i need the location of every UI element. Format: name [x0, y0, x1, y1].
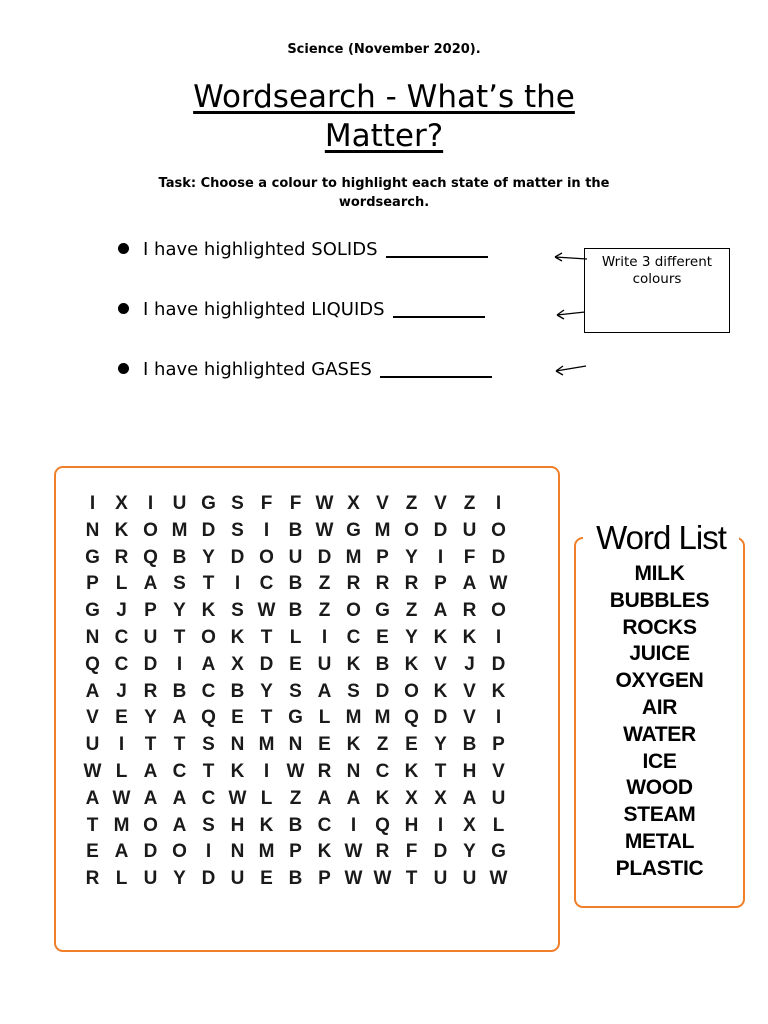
grid-row	[78, 813, 513, 840]
grid-cell[interactable]: E	[231, 707, 244, 729]
grid-cell[interactable]: C	[114, 653, 129, 675]
grid-cell[interactable]: F	[463, 546, 476, 568]
grid-cell[interactable]: L	[115, 760, 128, 782]
grid-cell[interactable]: Q	[143, 546, 158, 568]
grid-cell[interactable]: G	[85, 600, 100, 622]
grid-cell[interactable]: F	[289, 493, 302, 514]
grid-cell[interactable]: M	[345, 707, 362, 729]
grid-cell[interactable]: B	[172, 680, 187, 702]
grid-row	[78, 518, 513, 545]
grid-cell[interactable]: W	[83, 760, 102, 782]
grid-cell[interactable]: O	[346, 600, 361, 622]
grid-cell[interactable]: K	[462, 626, 477, 648]
grid-cell[interactable]: P	[434, 573, 447, 595]
grid-cell[interactable]: W	[315, 493, 334, 514]
grid-cell[interactable]: K	[404, 653, 419, 675]
grid-cell[interactable]: A	[85, 787, 100, 809]
grid-cell[interactable]: Q	[375, 814, 390, 836]
grid-cell[interactable]: I	[495, 626, 502, 648]
grid-cell[interactable]: O	[404, 519, 419, 541]
grid-cell[interactable]: Z	[463, 493, 476, 514]
grid-cell[interactable]: I	[263, 760, 270, 782]
word-list-item: AIR	[641, 695, 678, 719]
grid-cell[interactable]: C	[114, 626, 129, 648]
grid-cell[interactable]: A	[172, 814, 187, 836]
grid-cell[interactable]: D	[317, 546, 332, 568]
grid-cell[interactable]: S	[231, 493, 244, 514]
grid-cell[interactable]: I	[147, 493, 154, 514]
grid-cell[interactable]: D	[433, 519, 448, 541]
grid-cell[interactable]: G	[201, 493, 216, 514]
grid-cell[interactable]: S	[202, 814, 215, 836]
grid-cell[interactable]: Y	[405, 626, 418, 648]
grid-cell[interactable]: U	[288, 546, 303, 568]
grid-cell[interactable]: X	[434, 787, 447, 809]
grid-cell[interactable]: A	[143, 760, 158, 782]
grid-cell[interactable]: E	[405, 734, 418, 756]
grid-cell[interactable]: Z	[405, 493, 418, 514]
word-list-item: STEAM	[623, 803, 696, 827]
grid-cell[interactable]: A	[143, 787, 158, 809]
grid-cell[interactable]: R	[404, 573, 419, 595]
grid-cell[interactable]: R	[462, 600, 477, 622]
grid-cell[interactable]: Q	[201, 707, 216, 729]
grid-cell[interactable]: X	[115, 493, 128, 514]
grid-cell[interactable]: A	[433, 600, 448, 622]
grid-cell[interactable]: D	[201, 519, 216, 541]
grid-cell[interactable]: K	[317, 841, 332, 863]
grid-cell[interactable]: A	[143, 573, 158, 595]
grid-cell[interactable]: E	[289, 653, 302, 675]
grid-cell[interactable]: I	[263, 519, 270, 541]
grid-cell[interactable]: X	[347, 493, 360, 514]
grid-cell[interactable]: A	[346, 787, 361, 809]
grid-cell[interactable]: L	[289, 626, 302, 648]
grid-cell[interactable]: M	[374, 707, 391, 729]
grid-cell[interactable]: T	[434, 760, 447, 782]
grid-cell[interactable]: U	[462, 519, 477, 541]
grid-cell[interactable]: L	[115, 573, 128, 595]
grid-cell[interactable]: S	[173, 573, 186, 595]
grid-cell[interactable]: U	[143, 626, 158, 648]
grid-cell[interactable]: W	[228, 787, 247, 809]
grid-cell[interactable]: A	[317, 680, 332, 702]
grid-cell[interactable]: K	[404, 760, 419, 782]
grid-cell[interactable]: K	[230, 760, 245, 782]
grid-cell[interactable]: H	[404, 814, 419, 836]
grid-cell[interactable]: N	[346, 760, 361, 782]
grid-cell[interactable]: R	[85, 868, 100, 890]
grid-row	[78, 625, 513, 652]
grid-cell[interactable]: D	[491, 653, 506, 675]
grid-cell[interactable]: B	[288, 868, 303, 890]
grid-cell[interactable]: M	[374, 519, 391, 541]
word-list-item: JUICE	[629, 642, 690, 666]
grid-cell[interactable]: A	[462, 573, 477, 595]
grid-cell[interactable]: T	[173, 626, 186, 648]
word-list-item: BUBBLES	[609, 588, 710, 612]
word-list-item: METAL	[624, 829, 695, 853]
grid-cell[interactable]: C	[201, 680, 216, 702]
grid-cell[interactable]: E	[260, 868, 273, 890]
grid-cell[interactable]: P	[289, 841, 302, 863]
grid-cell[interactable]: R	[346, 573, 361, 595]
bullet-icon	[118, 363, 129, 374]
grid-cell[interactable]: W	[315, 519, 334, 541]
grid-cell[interactable]: I	[176, 653, 183, 675]
grid-cell[interactable]: K	[346, 653, 361, 675]
grid-cell[interactable]: U	[230, 868, 245, 890]
grid-cell[interactable]: A	[317, 787, 332, 809]
grid-cell[interactable]: O	[491, 519, 506, 541]
grid-cell[interactable]: T	[260, 707, 273, 729]
grid-cell[interactable]: S	[347, 680, 360, 702]
grid-cell[interactable]: E	[115, 707, 128, 729]
grid-cell[interactable]: S	[289, 680, 302, 702]
grid-cell[interactable]: U	[491, 787, 506, 809]
grid-cell[interactable]: G	[346, 519, 361, 541]
grid-cell[interactable]: C	[317, 814, 332, 836]
page-title	[134, 78, 634, 156]
bullet-icon	[118, 303, 129, 314]
grid-cell[interactable]: G	[491, 841, 506, 863]
grid-cell[interactable]: M	[258, 734, 275, 756]
grid-cell[interactable]: K	[230, 626, 245, 648]
grid-cell[interactable]: B	[288, 814, 303, 836]
prompt-solids-text: I have highlighted SOLIDS	[143, 239, 378, 260]
grid-cell[interactable]: Y	[173, 868, 186, 890]
word-list-item: OXYGEN	[615, 669, 704, 693]
instruction-note: Write 3 different colours	[584, 248, 730, 333]
grid-cell[interactable]: O	[201, 626, 216, 648]
grid-cell[interactable]: R	[143, 680, 158, 702]
prompt-liquids	[118, 298, 485, 322]
grid-cell[interactable]: Z	[405, 600, 418, 622]
grid-cell[interactable]: V	[463, 707, 476, 729]
grid-cell[interactable]: B	[288, 600, 303, 622]
grid-cell[interactable]: N	[230, 734, 245, 756]
grid-cell[interactable]: L	[492, 814, 505, 836]
grid-cell[interactable]: S	[231, 519, 244, 541]
grid-cell[interactable]: C	[375, 760, 390, 782]
grid-row	[78, 786, 513, 813]
grid-cell[interactable]: K	[346, 734, 361, 756]
grid-cell[interactable]: O	[259, 546, 274, 568]
grid-cell[interactable]: U	[462, 868, 477, 890]
prompt-gases-text: I have highlighted GASES	[143, 359, 372, 380]
word-list-item: PLASTIC	[615, 856, 704, 880]
grid-cell[interactable]: A	[172, 707, 187, 729]
grid-cell[interactable]: P	[144, 600, 157, 622]
grid-cell[interactable]: T	[202, 760, 215, 782]
grid-cell[interactable]: K	[375, 787, 390, 809]
grid-cell[interactable]: N	[85, 519, 100, 541]
grid-cell[interactable]: O	[404, 680, 419, 702]
grid-cell[interactable]: E	[86, 841, 99, 863]
grid-cell[interactable]: C	[346, 626, 361, 648]
grid-cell[interactable]: D	[491, 546, 506, 568]
grid-cell[interactable]: I	[234, 573, 241, 595]
grid-cell[interactable]: N	[288, 734, 303, 756]
grid-cell[interactable]: P	[318, 868, 331, 890]
grid-cell[interactable]: L	[115, 868, 128, 890]
grid-cell[interactable]: W	[257, 600, 276, 622]
grid-cell[interactable]: O	[491, 600, 506, 622]
grid-cell[interactable]: Y	[173, 600, 186, 622]
prompt-gases	[118, 358, 492, 382]
grid-cell[interactable]: T	[86, 814, 99, 836]
grid-cell[interactable]: U	[172, 493, 187, 514]
grid-cell[interactable]: C	[259, 573, 274, 595]
grid-cell[interactable]: D	[230, 546, 245, 568]
grid-cell[interactable]: L	[260, 787, 273, 809]
grid-cell[interactable]: M	[258, 841, 275, 863]
word-list-item: ICE	[642, 749, 677, 773]
grid-row	[78, 732, 513, 759]
grid-cell[interactable]: W	[344, 868, 363, 890]
grid-cell[interactable]: W	[489, 868, 508, 890]
grid-cell[interactable]: T	[260, 626, 273, 648]
grid-cell[interactable]: B	[462, 734, 477, 756]
grid-cell[interactable]: L	[318, 707, 331, 729]
grid-cell[interactable]: S	[231, 600, 244, 622]
grid-cell[interactable]: Z	[376, 734, 389, 756]
wordsearch-grid[interactable]	[78, 491, 513, 893]
grid-cell[interactable]: W	[112, 787, 131, 809]
grid-cell[interactable]: C	[172, 760, 187, 782]
grid-row	[78, 491, 513, 518]
grid-row	[78, 759, 513, 786]
grid-cell[interactable]: I	[321, 626, 328, 648]
grid-cell[interactable]: Y	[202, 546, 215, 568]
task-instructions: Task: Choose a colour to highlight each state of matter in the wordsearch.	[158, 176, 610, 210]
grid-cell[interactable]: B	[375, 653, 390, 675]
answer-line-gases[interactable]	[380, 359, 492, 378]
grid-cell[interactable]: A	[85, 680, 100, 702]
grid-cell[interactable]: I	[205, 841, 212, 863]
grid-cell[interactable]: K	[433, 626, 448, 648]
grid-cell[interactable]: K	[201, 600, 216, 622]
word-list-title: Word List	[583, 518, 739, 558]
grid-cell[interactable]: P	[86, 573, 99, 595]
grid-cell[interactable]: K	[491, 680, 506, 702]
grid-cell[interactable]: W	[344, 841, 363, 863]
grid-cell[interactable]: C	[201, 787, 216, 809]
grid-cell[interactable]: K	[259, 814, 274, 836]
grid-cell[interactable]: T	[202, 573, 215, 595]
grid-cell[interactable]: A	[172, 787, 187, 809]
grid-row	[78, 679, 513, 706]
grid-row	[78, 571, 513, 598]
grid-cell[interactable]: W	[489, 573, 508, 595]
grid-cell[interactable]: P	[376, 546, 389, 568]
grid-cell[interactable]: Q	[404, 707, 419, 729]
grid-cell[interactable]: D	[201, 868, 216, 890]
grid-cell[interactable]: E	[318, 734, 331, 756]
grid-cell[interactable]: R	[375, 841, 390, 863]
grid-cell[interactable]: V	[376, 493, 389, 514]
grid-cell[interactable]: A	[201, 653, 216, 675]
grid-cell[interactable]: O	[172, 841, 187, 863]
grid-cell[interactable]: V	[492, 760, 505, 782]
grid-cell[interactable]: T	[405, 868, 418, 890]
grid-cell[interactable]: Z	[318, 600, 331, 622]
grid-cell[interactable]: W	[373, 868, 392, 890]
grid-cell[interactable]: I	[495, 707, 502, 729]
grid-cell[interactable]: D	[259, 653, 274, 675]
prompt-solids	[118, 238, 488, 262]
grid-cell[interactable]: I	[437, 546, 444, 568]
answer-line-solids[interactable]	[386, 239, 488, 258]
grid-cell[interactable]: Z	[289, 787, 302, 809]
word-list-item: ROCKS	[622, 615, 697, 639]
word-list-item: WATER	[623, 722, 696, 746]
grid-cell[interactable]: H	[230, 814, 245, 836]
grid-cell[interactable]: V	[86, 707, 99, 729]
grid-cell[interactable]: V	[434, 493, 447, 514]
grid-row	[78, 866, 513, 893]
grid-row	[78, 652, 513, 679]
grid-cell[interactable]: X	[463, 814, 476, 836]
grid-cell[interactable]: D	[433, 841, 448, 863]
grid-cell[interactable]: S	[202, 734, 215, 756]
grid-cell[interactable]: I	[437, 814, 444, 836]
grid-cell[interactable]: K	[433, 680, 448, 702]
grid-cell[interactable]: I	[118, 734, 125, 756]
grid-cell[interactable]: M	[171, 519, 188, 541]
grid-cell[interactable]: A	[114, 841, 129, 863]
prompt-liquids-text: I have highlighted LIQUIDS	[143, 299, 385, 320]
grid-cell[interactable]: I	[350, 814, 357, 836]
grid-cell[interactable]: Q	[85, 653, 100, 675]
grid-cell[interactable]: V	[434, 653, 447, 675]
grid-cell[interactable]: D	[433, 707, 448, 729]
grid-cell[interactable]: O	[143, 519, 158, 541]
grid-cell[interactable]: R	[317, 760, 332, 782]
grid-cell[interactable]: U	[317, 653, 332, 675]
grid-cell[interactable]: W	[286, 760, 305, 782]
grid-cell[interactable]: U	[143, 868, 158, 890]
grid-cell[interactable]: X	[405, 787, 418, 809]
grid-cell[interactable]: X	[231, 653, 244, 675]
grid-row	[78, 598, 513, 625]
grid-cell[interactable]: N	[230, 841, 245, 863]
answer-line-liquids[interactable]	[393, 299, 485, 318]
word-list-item: WOOD	[626, 776, 693, 800]
grid-cell[interactable]: J	[464, 653, 475, 675]
grid-cell[interactable]: K	[114, 519, 129, 541]
grid-cell[interactable]: Y	[144, 707, 157, 729]
grid-cell[interactable]: P	[492, 734, 505, 756]
grid-cell[interactable]: T	[173, 734, 186, 756]
grid-row	[78, 839, 513, 866]
grid-cell[interactable]: H	[462, 760, 477, 782]
grid-cell[interactable]: B	[288, 519, 303, 541]
word-list	[574, 561, 745, 883]
grid-cell[interactable]: D	[143, 653, 158, 675]
grid-row	[78, 545, 513, 572]
grid-cell[interactable]: T	[144, 734, 157, 756]
grid-cell[interactable]: M	[113, 814, 130, 836]
grid-cell[interactable]: R	[114, 546, 129, 568]
grid-cell[interactable]: B	[230, 680, 245, 702]
grid-cell[interactable]: F	[260, 493, 273, 514]
grid-cell[interactable]: B	[288, 573, 303, 595]
arrow-icon	[554, 362, 594, 378]
grid-cell[interactable]: Y	[260, 680, 273, 702]
page-title-text: Wordsearch - What’s the Matter?	[193, 79, 575, 154]
grid-cell[interactable]: O	[143, 814, 158, 836]
word-list-item: MILK	[634, 562, 685, 585]
grid-cell[interactable]: E	[376, 626, 389, 648]
grid-cell[interactable]: Z	[318, 573, 331, 595]
grid-cell[interactable]: D	[143, 841, 158, 863]
grid-cell[interactable]: D	[375, 680, 390, 702]
grid-cell[interactable]: I	[89, 493, 96, 514]
grid-cell[interactable]: U	[433, 868, 448, 890]
grid-cell[interactable]: B	[172, 546, 187, 568]
grid-cell[interactable]: J	[116, 600, 127, 622]
page-header: Science (November 2020).	[287, 42, 481, 57]
grid-cell[interactable]: G	[85, 546, 100, 568]
grid-cell[interactable]: F	[405, 841, 418, 863]
grid-cell[interactable]: R	[375, 573, 390, 595]
grid-cell[interactable]: Y	[463, 841, 476, 863]
grid-cell[interactable]: U	[85, 734, 100, 756]
bullet-icon	[118, 243, 129, 254]
grid-row	[78, 705, 513, 732]
grid-cell[interactable]: J	[116, 680, 127, 702]
grid-cell[interactable]: G	[288, 707, 303, 729]
grid-cell[interactable]: M	[345, 546, 362, 568]
grid-cell[interactable]: A	[462, 787, 477, 809]
grid-cell[interactable]: V	[463, 680, 476, 702]
grid-cell[interactable]: G	[375, 600, 390, 622]
grid-cell[interactable]: I	[495, 493, 502, 514]
grid-cell[interactable]: Y	[434, 734, 447, 756]
grid-cell[interactable]: N	[85, 626, 100, 648]
grid-cell[interactable]: Y	[405, 546, 418, 568]
